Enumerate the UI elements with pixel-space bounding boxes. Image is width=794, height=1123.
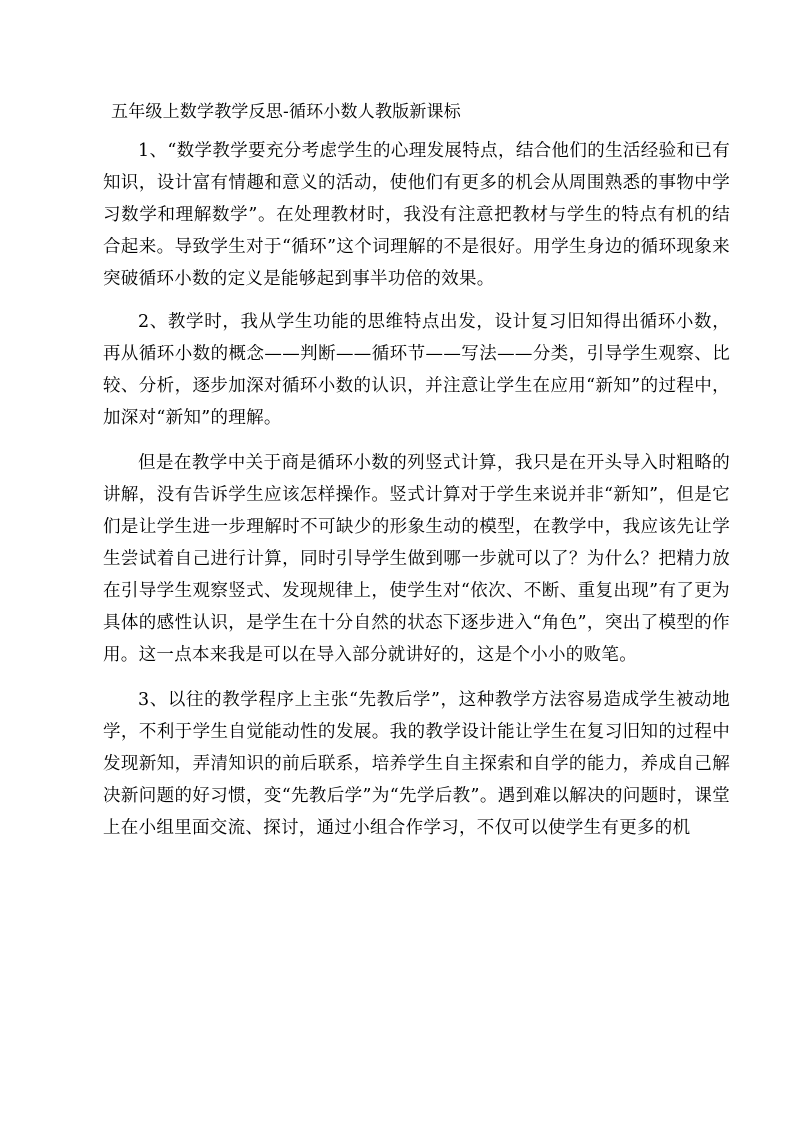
paragraph-3: 但是在教学中关于商是循环小数的列竖式计算，我只是在开头导入时粗略的讲解，没有告诉学生应该怎样操作。竖式计算对于学生来说并非“新知”，但是它们是让学生进一步理解时不可缺少的形象生动的模型，在教学中，我应该先让学生尝试着自己进行计算，同时引导学生做到哪一步就可以了？为什么？把精力放在引导学生观察竖式、发现规律上，使学生对“依次、不断、重复出现”有了更为具体的感性认识，是学生在十分自然的状态下逐步进入“角色”，突出了模型的作用。这一点本来我是可以在导入部分就讲好的，这是个小小的败笔。 bbox=[103, 453, 730, 665]
paragraph-2: 2、教学时，我从学生功能的思维特点出发，设计复习旧知得出循环小数，再从循环小数的概念——判断——循环节——写法——分类，引导学生观察、比较、分析，逐步加深对循环小数的认识，并注意让学生在应用“新知”的过程中，加深对“新知”的理解。 bbox=[103, 312, 730, 428]
paragraph-4: 3、以往的教学程序上主张“先教后学”，这种教学方法容易造成学生被动地学，不利于学生自觉能动性的发展。我的教学设计能让学生在复习旧知的过程中发现新知，弄清知识的前后联系，培养学生自主探索和自学的能力，养成自己解决新问题的好习惯，变“先教后学”为“先学后教”。遇到难以解决的问题时，课堂上在小组里面交流、探讨，通过小组合作学习，不仅可以使学生有更多的机 bbox=[103, 690, 730, 838]
document-title: 五年级上数学教学反思-循环小数人教版新课标 bbox=[111, 102, 461, 122]
paragraph-1: 1、“数学教学要充分考虑学生的心理发展特点，结合他们的生活经验和已有知识，设计富有情趣和意义的活动，使他们有更多的机会从周围熟悉的事物中学习数学和理解数学”。在处理教材时，我没有注意把教材与学生的特点有机的结合起来。导致学生对于“循环”这个词理解的不是很好。用学生身边的循环现象来突破循环小数的定义是能够起到事半功倍的效果。 bbox=[103, 141, 730, 289]
